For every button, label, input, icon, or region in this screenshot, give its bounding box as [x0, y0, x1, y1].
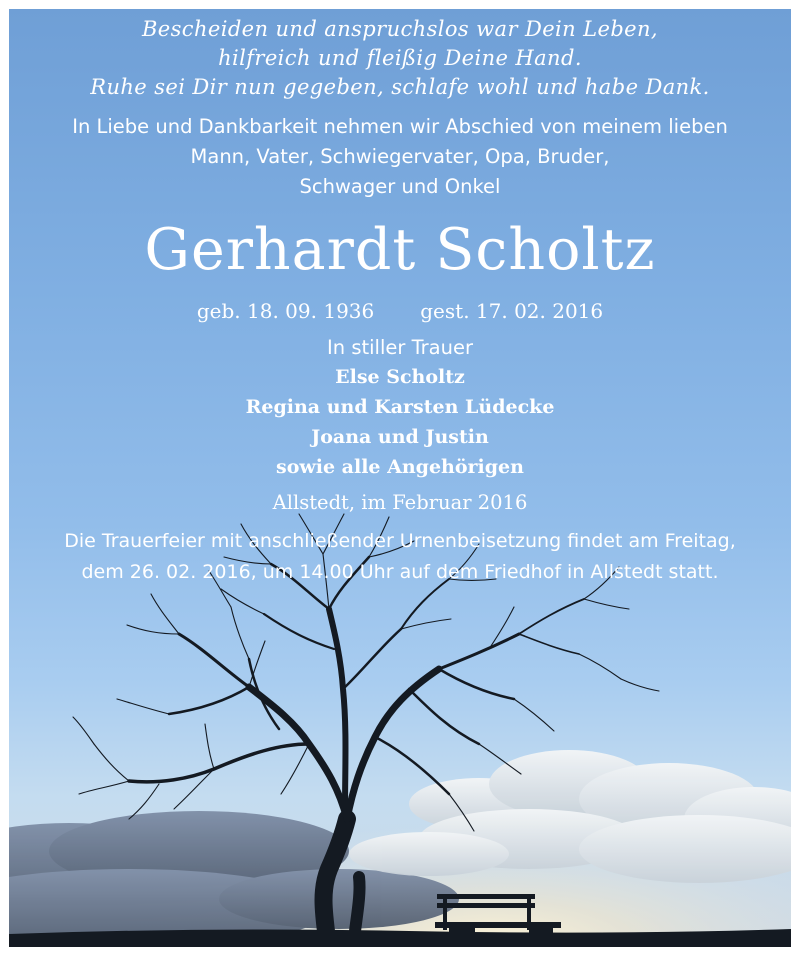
intro-line-1: In Liebe und Dankbarkeit nehmen wir Abschied von meinem lieben [72, 115, 728, 138]
mourner-name: Regina und Karsten Lüdecke [245, 396, 555, 418]
intro-line-2: Mann, Vater, Schwiegervater, Opa, Bruder, [190, 145, 610, 168]
verse-line-1: Bescheiden und anspruchslos war Dein Leben, [141, 17, 659, 41]
place-date: Allstedt, im Februar 2016 [272, 491, 528, 514]
life-dates [9, 299, 791, 323]
verse-line-3: Ruhe sei Dir nun gegeben, schlafe wohl und habe Dank. [90, 75, 710, 99]
death-date: gest. 17. 02. 2016 [420, 299, 604, 323]
verse-line-2: hilfreich und fleißig Deine Hand. [218, 46, 582, 70]
birth-date: geb. 18. 09. 1936 [196, 299, 375, 323]
funeral-notice-line-1: Die Trauerfeier mit anschließender Urnenbeisetzung findet am Freitag, [64, 530, 736, 552]
mourner-name: Joana und Justin [311, 426, 489, 448]
intro-line-3: Schwager und Onkel [299, 175, 501, 198]
mourner-name: sowie alle Angehörigen [276, 456, 524, 478]
obituary-card [9, 9, 791, 947]
funeral-notice-line-2: dem 26. 02. 2016, um 14.00 Uhr auf dem Friedhof in Allstedt statt. [81, 561, 719, 583]
deceased-name: Gerhardt Scholtz [144, 217, 656, 283]
mourning-heading: In stiller Trauer [327, 336, 473, 359]
mourner-name: Else Scholtz [335, 366, 465, 388]
